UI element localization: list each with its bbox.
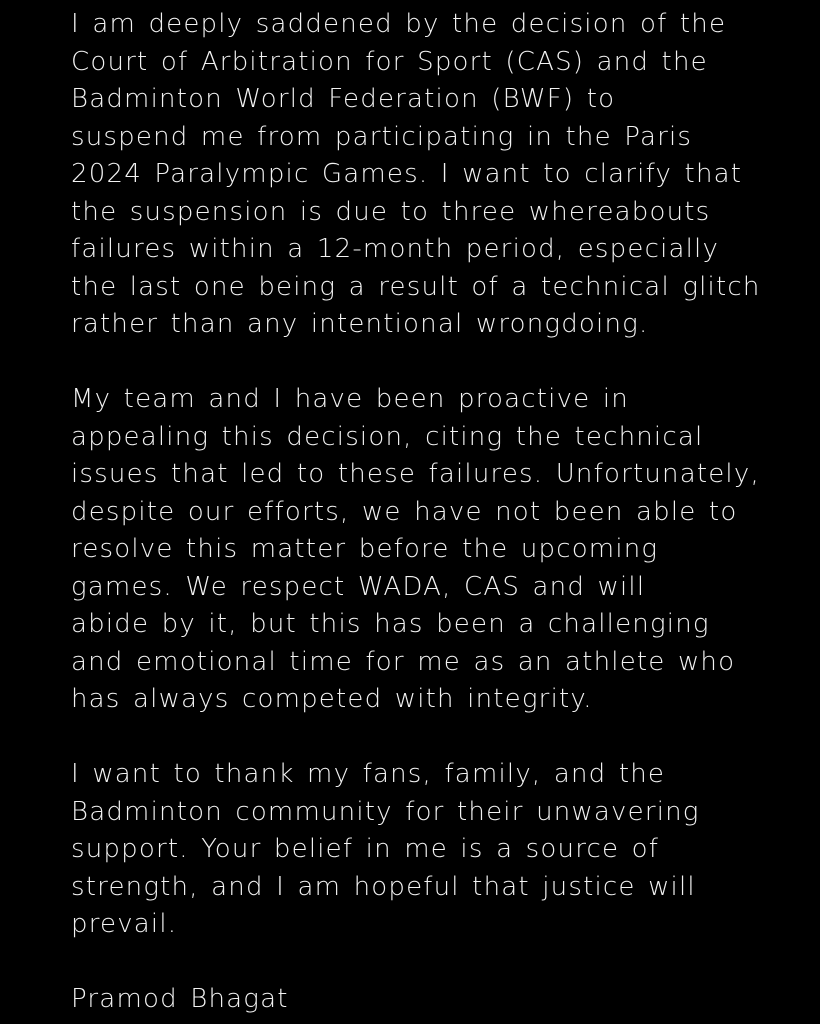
text-line: games. We respect WADA, CAS and will (71, 571, 646, 602)
text-line: has always competed with integrity. (71, 684, 593, 714)
signature-name: Pramod Bhagat (71, 984, 289, 1014)
text-line: Court of Arbitration for Sport (CAS) and the (71, 46, 708, 77)
text-line: I am deeply saddened by the decision of the (71, 9, 727, 39)
text-line: despite our efforts, we have not been able to (71, 496, 738, 527)
text-line: the last one being a result of a technical glitch (71, 271, 761, 302)
text-line: and emotional time for me as an athlete who (71, 646, 736, 677)
text-line: 2024 Paralympic Games. I want to clarify that (71, 159, 743, 189)
statement-paragraph-3 (71, 756, 820, 944)
statement-paragraph-2 (71, 381, 820, 719)
text-line: prevail. (71, 909, 178, 939)
paragraph-spacer (71, 944, 820, 982)
paragraph-spacer (71, 719, 820, 757)
text-line: strength, and I am hopeful that justice will (71, 871, 696, 902)
text-line: issues that led to these failures. Unfortunately, (71, 459, 760, 489)
text-line: Badminton World Federation (BWF) to (71, 84, 616, 114)
text-line: support. Your belief in me is a source of (71, 834, 660, 864)
text-line: abide by it, but this has been a challenging (71, 609, 710, 639)
text-line: suspend me from participating in the Paris (71, 121, 693, 152)
text-line: rather than any intentional wrongdoing. (71, 309, 649, 339)
paragraph-spacer (71, 344, 820, 382)
text-line: Badminton community for their unwavering (71, 796, 700, 827)
text-line: I want to thank my fans, family, and the (71, 759, 666, 789)
statement-paragraph-1 (71, 6, 820, 344)
text-line: failures within a 12-month period, especially (71, 234, 720, 264)
text-line: resolve this matter before the upcoming (71, 534, 659, 564)
signature-block (71, 981, 820, 1019)
text-line: My team and I have been proactive in (71, 384, 629, 414)
text-line: the suspension is due to three whereabouts (71, 196, 711, 227)
text-line: appealing this decision, citing the technical (71, 421, 704, 452)
